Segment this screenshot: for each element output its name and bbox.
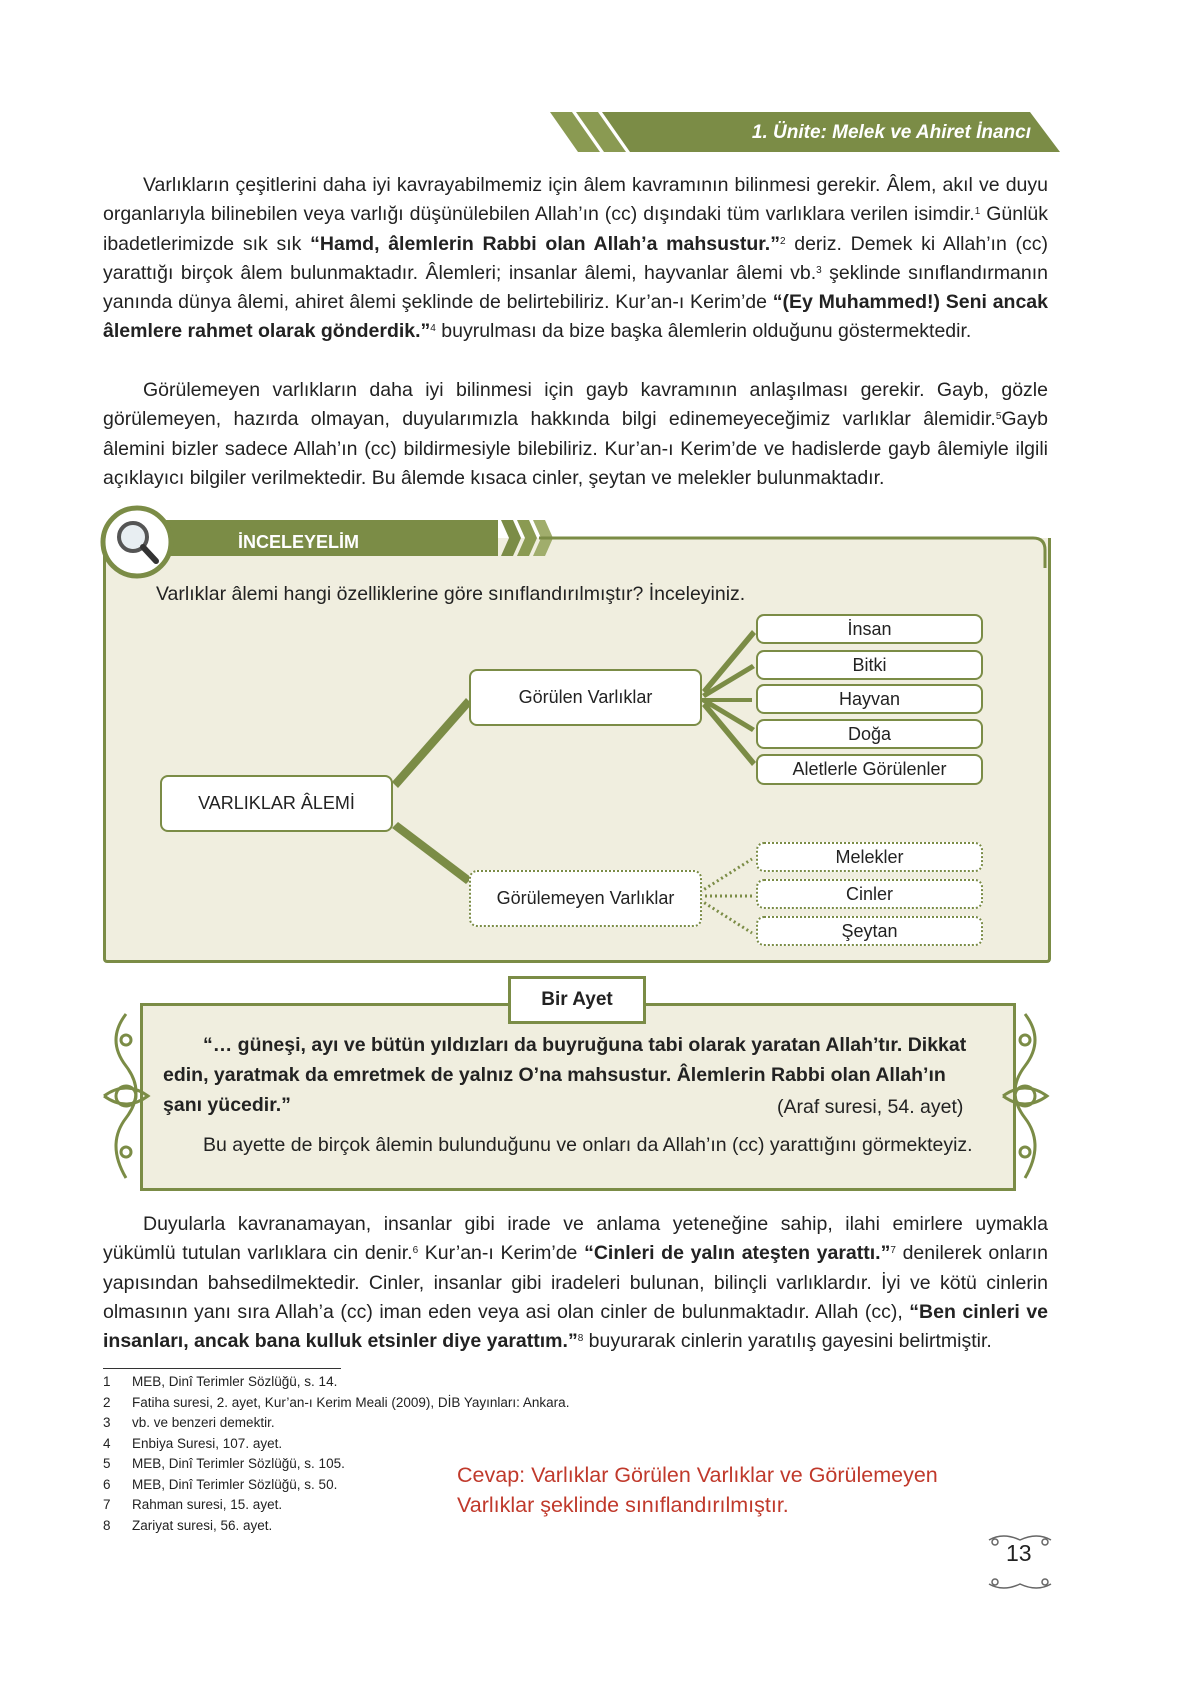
diagram-leaf-doga: Doğa [756, 719, 983, 749]
diagram-invisible-node: Görülemeyen Varlıklar [469, 870, 702, 927]
paragraph-1: Varlıkların çeşitlerini daha iyi kavrayabilmemiz için âlem kavramının bilinmesi gerekir. Âlem, akıl ve duyu organlarıyla bilinebilen veya varlığı düşünülebilen Allah’ın (cc) dışındaki tüm varlıklara verilen isimdir.$^1$ Günlük ibadetlerimizde sık sık “Hamd, âlemlerin Rabbi olan Allah’a mahsustur.”$^2$ deriz. Demek ki Allah’ın (cc) yarattığı birçok âlem bulunmaktadır. Âlemleri; insanlar âlemi, hayvanlar âlemi vb.$^3$ şeklinde sınıflandırmanın yanında dünya âlemi, ahiret âlemi şeklinde de belirtebiliriz. Kur’an-ı Kerim’de “(Ey Muhammed!) Seni ancak âlemlere rahmet olarak gönderdik.”$^4$ buyrulması da bize başka âlemlerin olduğunu göstermektedir. [103, 174, 1049, 343]
unit-title: 1. Ünite: Melek ve Ahiret İnancı [751, 122, 1031, 143]
ayet-quote: “… güneşi, ayı ve bütün yıldızları da buyruğuna tabi olarak yaratan Allah’tır. Dikkat edin, yaratmak da emretmek de yalnız O’na mahsustur. Âlemlerin Rabbi olan Allah’ın şanı yücedir.” [163, 1034, 967, 1116]
footnote-item: 3 vb. ve benzeri demektir. [103, 1415, 275, 1430]
footnote-item: 7 Rahman suresi, 15. ayet. [103, 1497, 283, 1512]
diagram-leaf-insan: İnsan [756, 614, 983, 644]
answer-text: Cevap: Varlıklar Görülen Varlıklar ve Görülemeyen Varlıklar şeklinde sınıflandırılmıştır. [457, 1463, 938, 1517]
left-ornament-icon [96, 1010, 156, 1182]
right-ornament-icon [995, 1010, 1055, 1182]
footnote-rule [103, 1368, 341, 1369]
footnote-item: 5 MEB, Dinî Terimler Sözlüğü, s. 105. [103, 1456, 345, 1471]
footnote-item: 2 Fatiha suresi, 2. ayet, Kur’an-ı Kerim Meali (2009), DİB Yayınları: Ankara. [103, 1395, 570, 1410]
page-number: 13 [1006, 1540, 1032, 1566]
ayet-label: Bir Ayet [508, 976, 646, 1024]
footnote-item: 8 Zariyat suresi, 56. ayet. [103, 1518, 273, 1533]
paragraph-3: Duyularla kavranamayan, insanlar gibi irade ve anlama yeteneğine sahip, ilahi emirlere uymakla yükümlü tutulan varlıklara cin denir.$^6$ Kur’an-ı Kerim’de “Cinleri de yalın ateşten yarattı.”$^7$ denilerek onların yapısından bahsedilmektedir. Cinler, insanlar gibi iradeleri bulunan, bilinçli varlıklardır. İyi ve kötü cinlerin olmasının yanı sıra Allah’a (cc) iman eden veya asi olan cinler de bulunmaktadır. Allah (cc), “Ben cinleri ve insanları, ancak bana kulluk etsinler diye yarattım.”$^8$ buyurarak cinlerin yaratılış gayesini belirtmiştir. [103, 1213, 1049, 1353]
diagram-leaf-cinler: Cinler [756, 879, 983, 909]
diagram-leaf-seytan: Şeytan [756, 916, 983, 946]
diagram-leaf-aletlerle: Aletlerle Görülenler [756, 754, 983, 785]
paragraph-2: Görülemeyen varlıkların daha iyi bilinmesi için gayb kavramının anlaşılması gerekir. Gayb, gözle görülemeyen, hazırda olmayan, duyularımızla hakkında bilgi edinemeyeceğimiz varlıklar âlemidir.$^5$Gayb âlemini bizler sadece Allah’ın (cc) bildirmesiyle bilebiliriz. Kur’an-ı Kerim’de ve hadislerde gayb âlemiyle ilgili açıklayıcı bilgiler verilmektedir. Bu âlemde kısaca cinler, şeytan ve melekler bulunmaktadır. [103, 379, 1048, 489]
diagram-visible-node: Görülen Varlıklar [469, 669, 702, 726]
ayet-source: (Araf suresi, 54. ayet) [777, 1096, 964, 1118]
inceleyelim-question: Varlıklar âlemi hangi özelliklerine göre sınıflandırılmıştır? İnceleyiniz. [156, 583, 746, 605]
ayet-comment: Bu ayette de birçok âlemin bulunduğunu ve onları da Allah’ın (cc) yarattığını görmekteyiz. [203, 1134, 973, 1156]
footnote-item: 1 MEB, Dinî Terimler Sözlüğü, s. 14. [103, 1374, 338, 1389]
diagram-root-node: VARLIKLAR ÂLEMİ [160, 775, 393, 832]
diagram-leaf-melekler: Melekler [756, 842, 983, 872]
footnote-item: 4 Enbiya Suresi, 107. ayet. [103, 1436, 283, 1451]
inceleyelim-title: İNCELEYELİM [238, 532, 360, 552]
diagram-leaf-bitki: Bitki [756, 650, 983, 680]
footnote-item: 6 MEB, Dinî Terimler Sözlüğü, s. 50. [103, 1477, 338, 1492]
diagram-leaf-hayvan: Hayvan [756, 684, 983, 714]
